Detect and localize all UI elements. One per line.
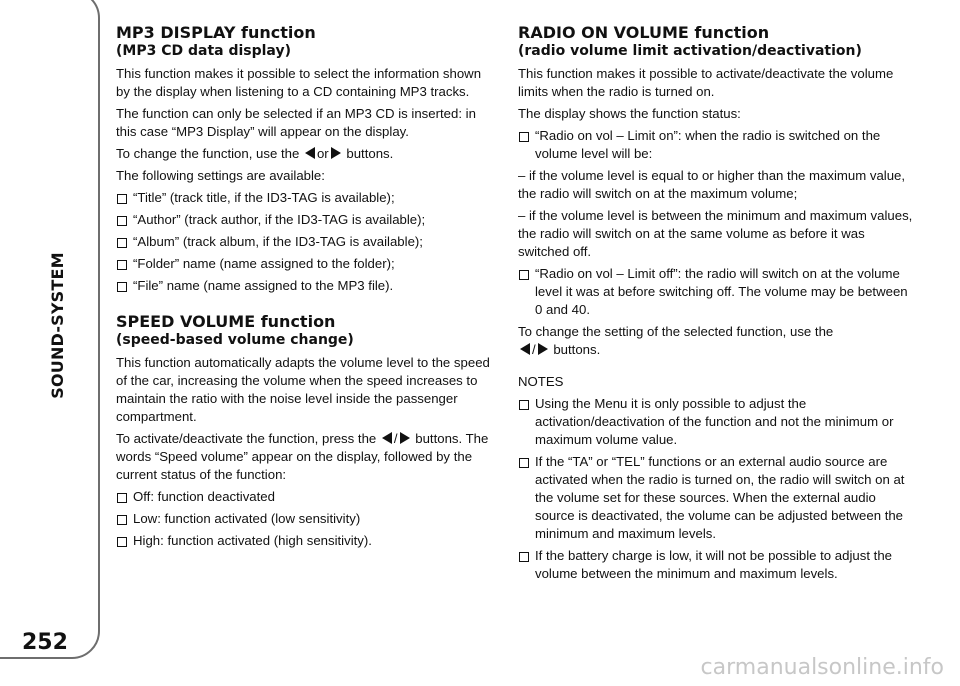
- checkbox-bullet-icon: [519, 270, 529, 280]
- paragraph: – if the volume level is equal to or higher than the maximum value, the radio will switch on at the maximum volume;: [518, 168, 906, 201]
- checkbox-bullet-icon: [117, 194, 127, 204]
- checkbox-bullet-icon: [117, 260, 127, 270]
- left-arrow-icon: [382, 432, 392, 444]
- checkbox-bullet-icon: [117, 238, 127, 248]
- list-item: “Album” (track album, if the ID3-TAG is available);: [116, 233, 496, 251]
- checkbox-bullet-icon: [117, 515, 127, 525]
- paragraph: To change the setting of the selected function, use the / buttons.: [518, 324, 834, 357]
- list-item: “Folder” name (name assigned to the folder);: [116, 255, 496, 273]
- notes-heading: NOTES: [518, 374, 564, 389]
- paragraph: To activate/deactivate the function, press the / buttons. The words “Speed volume” appear on the display, followed by the current status of the function:: [116, 431, 489, 482]
- right-arrow-icon: [331, 147, 341, 159]
- section-label: SOUND-SYSTEM: [47, 251, 67, 399]
- paragraph: The following settings are available:: [116, 168, 325, 183]
- list-item: If the battery charge is low, it will not be possible to adjust the volume between the minimum and maximum levels.: [518, 547, 914, 583]
- list-item: “Radio on vol – Limit on”: when the radio is switched on the volume level will be:: [518, 127, 914, 163]
- paragraph: To change the function, use the or buttons.: [116, 146, 394, 161]
- checkbox-bullet-icon: [117, 282, 127, 292]
- list-item: Low: function activated (low sensitivity): [116, 510, 496, 528]
- speed-subheading: (speed-based volume change): [116, 332, 354, 348]
- paragraph: The display shows the function status:: [518, 106, 741, 121]
- right-column: [518, 24, 914, 587]
- left-arrow-icon: [305, 147, 315, 159]
- paragraph: The function can only be selected if an MP3 CD is inserted: in this case “MP3 Display” will appear on the display.: [116, 106, 476, 139]
- radio-volume-heading: RADIO ON VOLUME function: [518, 23, 770, 42]
- list-item: “File” name (name assigned to the MP3 file).: [116, 277, 496, 295]
- paragraph: This function automatically adapts the volume level to the speed of the car, increasing the volume when the speed increases to maintain the ratio with the noise level inside the passenger compartment.: [116, 355, 490, 424]
- list-item: Off: function deactivated: [116, 488, 496, 506]
- mp3-heading: MP3 DISPLAY function: [116, 23, 316, 42]
- checkbox-bullet-icon: [117, 493, 127, 503]
- right-arrow-icon: [400, 432, 410, 444]
- list-item: “Title” (track title, if the ID3-TAG is available);: [116, 189, 496, 207]
- paragraph: This function makes it possible to select the information shown by the display when listening to a CD containing MP3 tracks.: [116, 66, 482, 99]
- left-column: [116, 24, 496, 554]
- watermark: carmanualsonline.info: [700, 655, 944, 680]
- checkbox-bullet-icon: [519, 552, 529, 562]
- list-item: “Radio on vol – Limit off”: the radio will switch on at the volume level it was at before switching off. The volume may be between 0 and 40.: [518, 265, 914, 319]
- left-arrow-icon: [520, 343, 530, 355]
- list-item: If the “TA” or “TEL” functions or an external audio source are activated when the radio is turned on, the radio will switch on at the volume set for these sources. When the external audio source is deactivated, the volume can be adjusted between the minimum and maximum levels.: [518, 453, 914, 543]
- list-item: Using the Menu it is only possible to adjust the activation/deactivation of the function and not the minimum or maximum volume value.: [518, 395, 914, 449]
- paragraph: This function makes it possible to activate/deactivate the volume limits when the radio is turned on.: [518, 66, 894, 99]
- speed-heading: SPEED VOLUME function: [116, 312, 336, 331]
- checkbox-bullet-icon: [519, 458, 529, 468]
- page-number: 252: [22, 630, 68, 655]
- right-arrow-icon: [538, 343, 548, 355]
- mp3-subheading: (MP3 CD data display): [116, 43, 291, 59]
- list-item: High: function activated (high sensitivity).: [116, 532, 496, 550]
- checkbox-bullet-icon: [117, 216, 127, 226]
- checkbox-bullet-icon: [519, 132, 529, 142]
- list-item: “Author” (track author, if the ID3-TAG is available);: [116, 211, 496, 229]
- radio-volume-subheading: (radio volume limit activation/deactivation): [518, 43, 862, 59]
- checkbox-bullet-icon: [117, 537, 127, 547]
- paragraph: – if the volume level is between the minimum and maximum values, the radio will switch on at the same volume as before it was switched off.: [518, 208, 913, 259]
- checkbox-bullet-icon: [519, 400, 529, 410]
